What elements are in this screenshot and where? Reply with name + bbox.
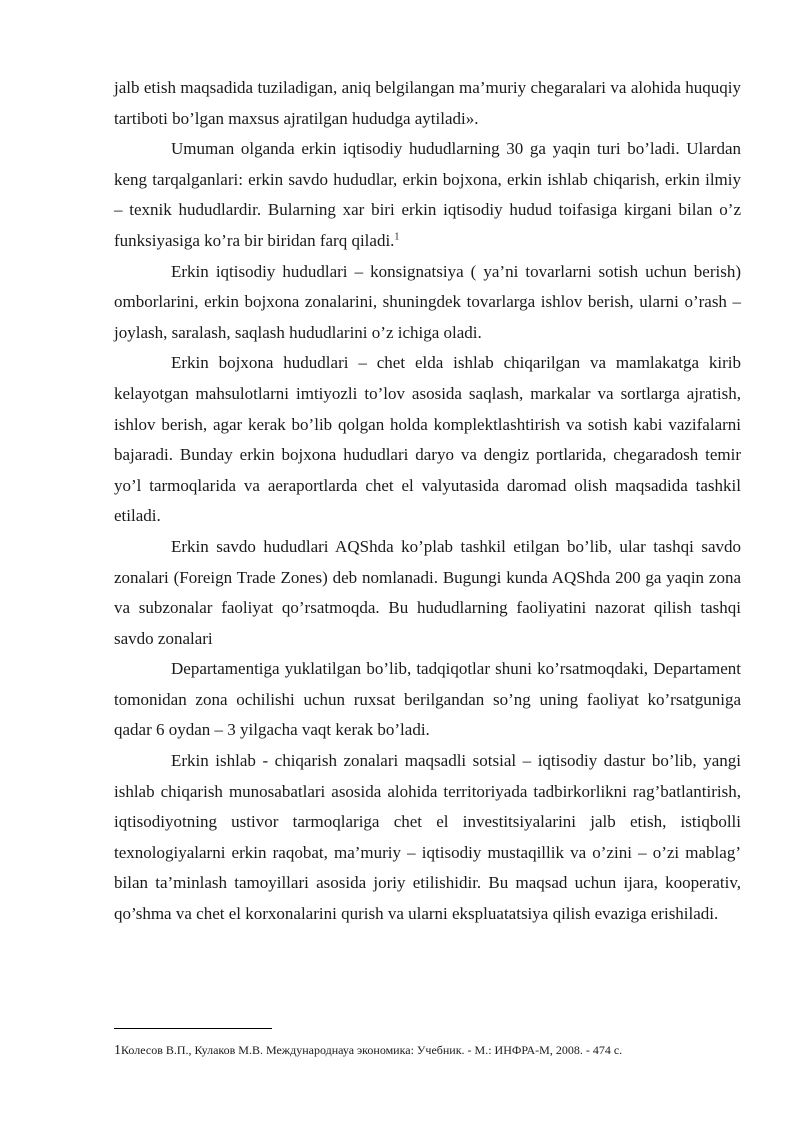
paragraph-1: jalb etish maqsadida tuziladigan, aniq belgilangan ma’muriy chegaralari va alohida huquqiy tartiboti bo’lgan maxsus ajratilgan hududga aytiladi». bbox=[114, 78, 741, 128]
paragraph-2 bbox=[114, 134, 741, 256]
footnote-reference: 1 bbox=[394, 231, 400, 243]
paragraph-7: Erkin ishlab - chiqarish zonalari maqsadli sotsial – iqtisodiy dastur bo’lib, yangi ishlab chiqarish munosabatlari asosida alohida territoriyada tadbirkorlikni rag’batlantirish, iqtisodiyotning ustivor tarmoqlariga chet el investitsiyalarini jalb etish, istiqbolli texnologiyalarni erkin raqobat, ma’muriy – iqtisodiy mustaqillik va o’zini – o’zi mablag’ bilan ta’minlash tamoyillari asosida joriy etilishidir. Bu maqsad uchun ijara, kooperativ, qo’shma va chet el korxonalarini qurish va ularni ekspluatatsiya qilish evaziga erishiladi. bbox=[114, 751, 741, 924]
document-body bbox=[114, 73, 741, 930]
footnote-separator bbox=[114, 1028, 272, 1029]
paragraph-6: Departamentiga yuklatilgan bo’lib, tadqiqotlar shuni ko’rsatmoqdaki, Departament tomonidan zona ochilishi uchun ruxsat berilgandan so’ng uning faoliyat ko’rsatguniga qadar 6 oydan – 3 yilgacha vaqt kerak bo’ladi. bbox=[114, 659, 741, 740]
paragraph-3: Erkin iqtisodiy hududlari – konsignatsiya ( ya’ni tovarlarni sotish uchun berish) omborlarini, erkin bojxona zonalarini, shuningdek tovarlarga ishlov berish, ularni o’rash – joylash, saralash, saqlash hududlarini o’z ichiga oladi. bbox=[114, 261, 741, 342]
footnote-text: Колесов В.П., Кулаков М.В. Международнауа экономика: Учебник. - М.: ИНФРА-М, 2008. - 474 с. bbox=[121, 1043, 623, 1057]
paragraph-5: Erkin savdo hududlari AQShda ko’plab tashkil etilgan bo’lib, ular tashqi savdo zonalari (Foreign Trade Zones) deb nomlanadi. Bugungi kunda AQShda 200 ga yaqin zona va subzonalar faoliyat qo’rsatmoqda. Bu hududlarning faoliyatini nazorat qilish tashqi savdo zonalari bbox=[114, 536, 741, 648]
paragraph-4: Erkin bojxona hududlari – chet elda ishlab chiqarilgan va mamlakatga kirib kelayotgan mahsulotlarni imtiyozli to’lov asosida saqlash, markalar va sortlarga ajratish, ishlov berish, agar kerak bo’lib qolgan holda komplektlashtirish va sotish kabi vazifalarni bajaradi. Bunday erkin bojxona hududlari daryo va dengiz portlarida, chegaradosh temir yo’l tarmoqlarida va aeraportlarda chet el valyutasida daromad olish maqsadida tashkil etiladi. bbox=[114, 353, 741, 526]
paragraph-2-text: Umuman olganda erkin iqtisodiy hududlarning 30 ga yaqin turi bo’ladi. Ulardan keng tarqalganlari: erkin savdo hududlar, erkin bojxona, erkin ishlab chiqarish, erkin ilmiy – texnik hududlardir. Bularning xar biri erkin iqtisodiy hudud toifasiga kirgani bilan o’z funksiyasiga ko’ra bir biridan farq qiladi. bbox=[114, 139, 741, 250]
footnote-number: 1 bbox=[114, 1043, 121, 1058]
footnote bbox=[114, 1043, 754, 1058]
